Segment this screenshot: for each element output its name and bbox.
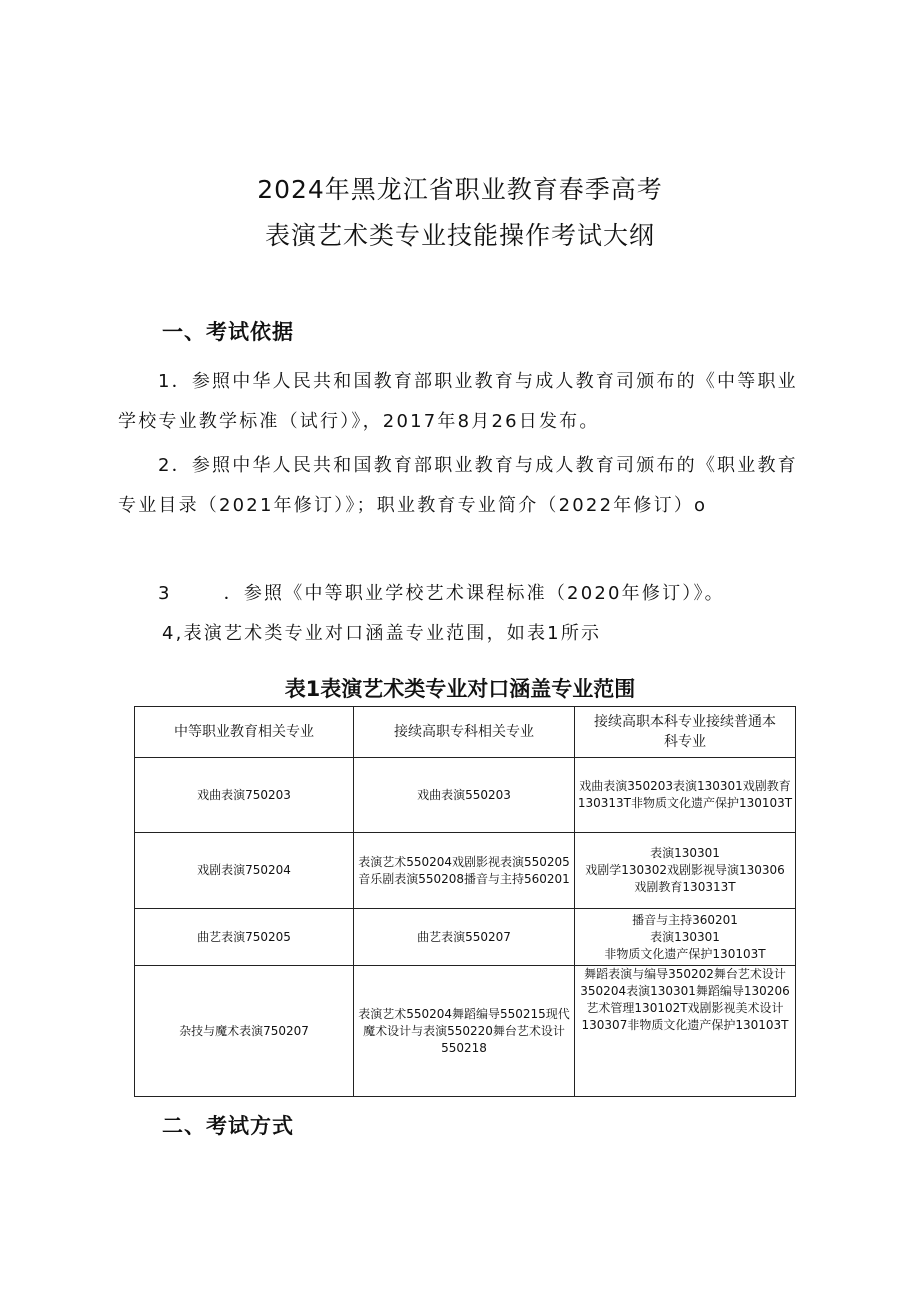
table-cell: 戏曲表演750203: [135, 758, 354, 833]
basis-item-1: 1．参照中华人民共和国教育部职业教育与成人教育司颁布的《中等职业学校专业教学标准（试行）》，2017年8月26日发布。: [118, 371, 798, 432]
table-cell: 曲艺表演750205: [135, 909, 354, 966]
table-cell: 表演艺术550204舞蹈编导550215现代魔术设计与表演550220舞台艺术设计550218: [354, 966, 575, 1097]
table-row: [135, 909, 796, 966]
table-cell: 杂技与魔术表演750207: [135, 966, 354, 1097]
table-header-cell: 中等职业教育相关专业: [135, 707, 354, 758]
section-1-heading: 一、考试依据: [162, 320, 294, 344]
basis-item-3-text: ．参照《中等职业学校艺术课程标准（2020年修订）》。: [223, 583, 725, 604]
table-cell: 表演130301 戏剧学130302戏剧影视导演130306 戏剧教育130313T: [575, 833, 796, 909]
table-row: [135, 966, 796, 1097]
document-title-line-1: 2024年黑龙江省职业教育春季高考: [257, 175, 663, 204]
table-row: [135, 758, 796, 833]
table-cell: 播音与主持360201 表演130301 非物质文化遗产保护130103T: [575, 909, 796, 966]
table-header-row: [135, 707, 796, 758]
table-row: [135, 833, 796, 909]
basis-item-4: 4,表演艺术类专业对口涵盖专业范围，如表1所示: [162, 623, 602, 644]
basis-item-2: 2．参照中华人民共和国教育部职业教育与成人教育司颁布的《职业教育专业目录（2021年修订）》；职业教育专业简介（2022年修订）o: [118, 455, 798, 516]
table-cell: 戏剧表演750204: [135, 833, 354, 909]
basis-item-3: [118, 574, 818, 614]
table-header-cell: 接续高职本科专业接续普通本科专业: [575, 707, 796, 758]
table-cell: 表演艺术550204戏剧影视表演550205音乐剧表演550208播音与主持560201: [354, 833, 575, 909]
table-cell: 舞蹈表演与编导350202舞台艺术设计350204表演130301舞蹈编导130206艺术管理130102T戏剧影视美术设计130307非物质文化遗产保护130103T: [575, 966, 796, 1097]
table-header-cell: 接续高职专科相关专业: [354, 707, 575, 758]
table-cell: 曲艺表演550207: [354, 909, 575, 966]
document-title-line-2: 表演艺术类专业技能操作考试大纲: [264, 221, 655, 250]
section-2-heading: 二、考试方式: [162, 1114, 294, 1138]
major-scope-table: [134, 706, 796, 1097]
table-caption: 表1表演艺术类专业对口涵盖专业范围: [284, 677, 636, 701]
basis-item-3-number: 3: [158, 583, 172, 604]
table-cell: 戏曲表演550203: [354, 758, 575, 833]
table-cell: 戏曲表演350203表演130301戏剧教育130313T非物质文化遗产保护130103T: [575, 758, 796, 833]
